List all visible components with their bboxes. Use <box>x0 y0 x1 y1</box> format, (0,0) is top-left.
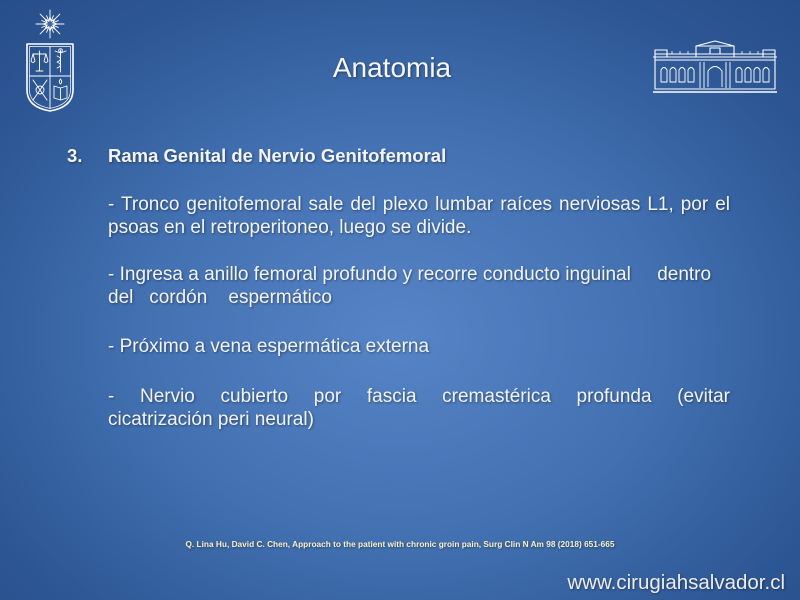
point-1 <box>108 193 730 239</box>
point-4-line-1: - Nervio cubierto por fascia cremastérica profunda (evitar <box>108 386 730 407</box>
tools-icon <box>33 80 47 100</box>
slide-title: Anatomia <box>332 52 452 83</box>
star-emblem <box>36 10 64 38</box>
point-2-line-1: - Ingresa a anillo femoral profundo y recorre conducto inguinal dentro <box>108 264 712 285</box>
section-number: 3. <box>67 145 83 166</box>
reference-citation: Q. Lina Hu, David C. Chen, Approach to the patient with chronic groin pain, Surg Clin N Am 98 (2018) 651-665 <box>185 539 615 549</box>
section-heading: Rama Genital de Nervio Genitofemoral <box>108 145 447 166</box>
building-facade-icon <box>652 40 778 94</box>
point-3 <box>108 335 730 358</box>
point-4 <box>108 385 730 431</box>
coat-of-arms-logo <box>22 8 78 112</box>
point-1-line-1: - Tronco genitofemoral sale del plexo lumbar raíces nerviosas L1, por el <box>108 194 730 215</box>
book-icon <box>54 79 67 100</box>
point-1-line-2: psoas en el retroperitoneo, luego se divide. <box>108 217 472 238</box>
building-entrance <box>700 62 730 88</box>
scales-icon <box>31 51 48 71</box>
point-2-line-2: del cordón espermático <box>108 287 332 308</box>
point-2 <box>108 263 730 309</box>
footer-website-url: www.cirugiahsalvador.cl <box>567 571 785 594</box>
caduceus-icon <box>55 49 66 72</box>
point-4-line-2: cicatrización peri neural) <box>108 409 314 430</box>
building-logo <box>652 40 778 94</box>
point-3-line-1: - Próximo a vena espermática externa <box>108 336 430 357</box>
building-windows <box>661 68 769 83</box>
university-coat-of-arms-icon <box>22 8 78 112</box>
